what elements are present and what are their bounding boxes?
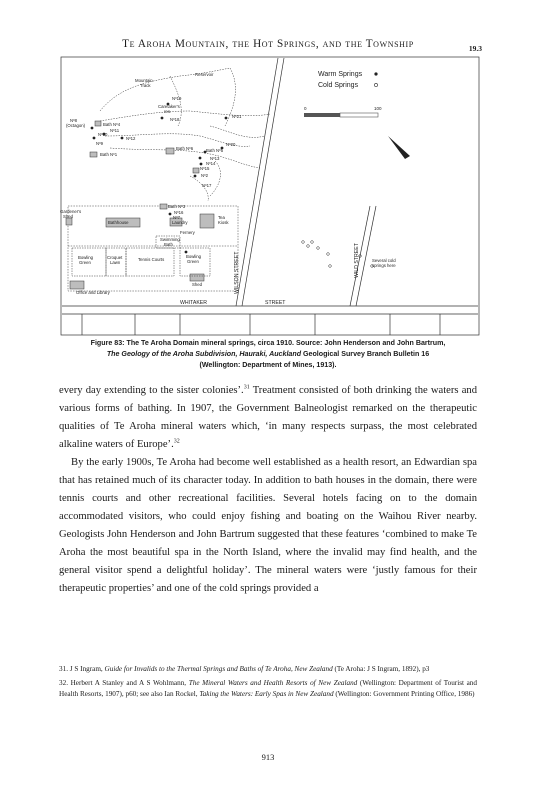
caption-line-1: Figure 83: The Te Aroha Domain mineral springs, circa 1910. Source: John Henderson and John Bartrum, [90, 339, 446, 347]
running-head: Te Aroha Mountain, the Hot Springs, and the Township [122, 38, 414, 50]
warm-spring-marker [374, 72, 377, 75]
office-building [70, 281, 84, 289]
domain-map [60, 56, 480, 336]
label-bath1: Bath Nº1 [100, 152, 118, 157]
label-bath4: Bath Nº4 [103, 122, 121, 127]
scale-end: 100 [374, 106, 382, 111]
footnote-32: 32. Herbert A Stanley and A S Wohlmann, The Mineral Waters and Health Resorts of New Zealand (Wellington: Department of Tourist and Health Resorts, 1907), p60; see also Ian Rockel, Taking the Waters: Early Spas in New Zealand (Wellington: Government Printing Office, 1986) [59, 678, 477, 698]
label-several-cold-2: springs here [372, 263, 396, 268]
scale-start: 0 [304, 106, 307, 111]
body-text [59, 382, 477, 598]
tennis-courts [126, 248, 174, 276]
label-mountain-track-1: Mountain [135, 78, 153, 83]
legend-warm: Warm Springs [318, 71, 363, 78]
scale-bar-light [340, 113, 378, 117]
paragraph-2: By the early 1900s, Te Aroha had become well established as a health resort, an Edwardian spa that has retained much of its character today. In addition to bath houses in the domain, there were tennis courts and other recreational facilities. Several hotels facing on to the domain accommodated visitors, who could enjoy fishing and boating on the Waihou River nearby. Geologists John Henderson and John Bartrum suggested that these features ‘combined to make Te Aroha the most beautiful spa in the North Island, where the invalid may find health, and the general visitor spend a delightful holiday’. The mineral waters were ‘justly famous for their therapeutic properties’ and one of the cold springs provided a [59, 457, 477, 594]
label-laundry: Laundry [172, 220, 188, 225]
label-office: Office and Library [76, 290, 110, 295]
label-no15: Nº15 [200, 166, 210, 171]
label-no13: Nº13 [210, 156, 220, 161]
map-legend [304, 71, 410, 159]
label-mountain-track-2: Track [140, 83, 151, 88]
bath-building-1 [90, 152, 97, 157]
label-no10: Nº10 [98, 132, 108, 137]
label-bowling-left-2: Green [79, 260, 91, 265]
p1-start: every day extending to the sister colonies’. [59, 385, 244, 396]
page-number: 913 [261, 752, 275, 762]
label-no19: Nº19 [172, 96, 182, 101]
label-whitaker: WHITAKER [180, 300, 207, 306]
label-no16: Nº16 [174, 210, 184, 215]
label-bowling-left-1: Bowling [78, 255, 94, 260]
caption-line-3: (Wellington: Department of Mines, 1913). [199, 361, 337, 369]
label-no11: Nº11 [110, 128, 120, 133]
label-no20: Nº20 [226, 142, 236, 147]
caption-line-2 [72, 349, 464, 360]
footnotes [59, 664, 477, 703]
label-croquet-2: Lawn [110, 260, 121, 265]
label-no8-2: (Octagon) [66, 123, 86, 128]
label-caretaker-2: res. [164, 109, 172, 114]
caption-book-series: Geological Survey Branch Bulletin 16 [301, 350, 430, 358]
label-wilson-street: WILSON STREET [234, 251, 240, 294]
label-shed: Shed [192, 282, 203, 287]
label-no9: Nº9 [96, 141, 104, 146]
footnote-ref-31: 31 [243, 384, 250, 391]
scale-bar-dark [304, 113, 340, 117]
footnote-ref-32: 32 [173, 438, 180, 445]
label-bath6: Bath Nº6 [176, 146, 194, 151]
label-bath5: Bath Nº5 [206, 148, 224, 153]
label-no14: Nº14 [206, 161, 216, 166]
label-several-cold-1: Several cold [372, 258, 396, 263]
bath-building-4 [95, 121, 101, 126]
label-caretaker-1: Caretaker's [158, 104, 180, 109]
cold-spring-marker [374, 83, 377, 86]
label-tea-kiosk-1: Tea [218, 215, 225, 220]
label-reservoir: Reservoir [195, 72, 214, 77]
tea-kiosk-building [200, 214, 214, 228]
section-number: 19.3 [468, 44, 482, 53]
label-gardeners-2: Shed [63, 214, 74, 219]
label-no7: Nº7 [173, 215, 181, 220]
label-bowling-right-1: Bowling [186, 254, 202, 259]
bath-building-6 [166, 148, 174, 154]
shed-building [190, 274, 204, 281]
label-wild-street: WILD STREET [354, 243, 360, 278]
label-bath3: Bath Nº3 [168, 204, 186, 209]
figure-caption [72, 338, 464, 371]
legend-cold: Cold Springs [318, 82, 359, 89]
label-no12: Nº12 [126, 136, 136, 141]
label-no21: Nº21 [232, 114, 242, 119]
label-swimming-1: Swimming [160, 237, 180, 242]
bath-building-2 [193, 168, 199, 173]
north-arrow-icon [388, 136, 410, 159]
label-no2: Nº2 [201, 173, 209, 178]
label-tennis: Tennis Courts [138, 257, 165, 262]
label-bowling-right-2: Green [187, 259, 199, 264]
p1-rest: Treatment consisted of both drinking the waters and various forms of bathing. In 1907, the Government Balneologist remarked on the therapeutic qualities of Te Aroha mineral waters which, ‘in many respects surpass, the most celebrated alkaline waters of Europe’. [59, 385, 477, 450]
label-no8-1: Nº8 [70, 118, 78, 123]
gardeners-shed-building [66, 218, 72, 225]
footnote-31: 31. J S Ingram, Guide for Invalids to the Thermal Springs and Baths of Te Aroha, New Zealand (Te Aroha: J S Ingram, 1892), p3 [59, 665, 430, 673]
label-swimming-2: Bath [164, 242, 173, 247]
label-no18: Nº18 [170, 117, 180, 122]
caption-book-title: The Geology of the Aroha Subdivision, Hauraki, Auckland [106, 350, 302, 358]
label-no17: Nº17 [202, 183, 212, 188]
label-street: STREET [265, 300, 286, 306]
label-gardeners-1: Gardener's [60, 209, 82, 214]
label-tea-kiosk-2: Kiosk [218, 220, 229, 225]
label-croquet-1: Croquet [107, 255, 123, 260]
paragraph-1 [59, 382, 477, 454]
label-bathhouse: Bathhouse [108, 220, 129, 225]
label-fernery: Fernery [180, 230, 195, 235]
bath-building-3 [160, 204, 167, 209]
